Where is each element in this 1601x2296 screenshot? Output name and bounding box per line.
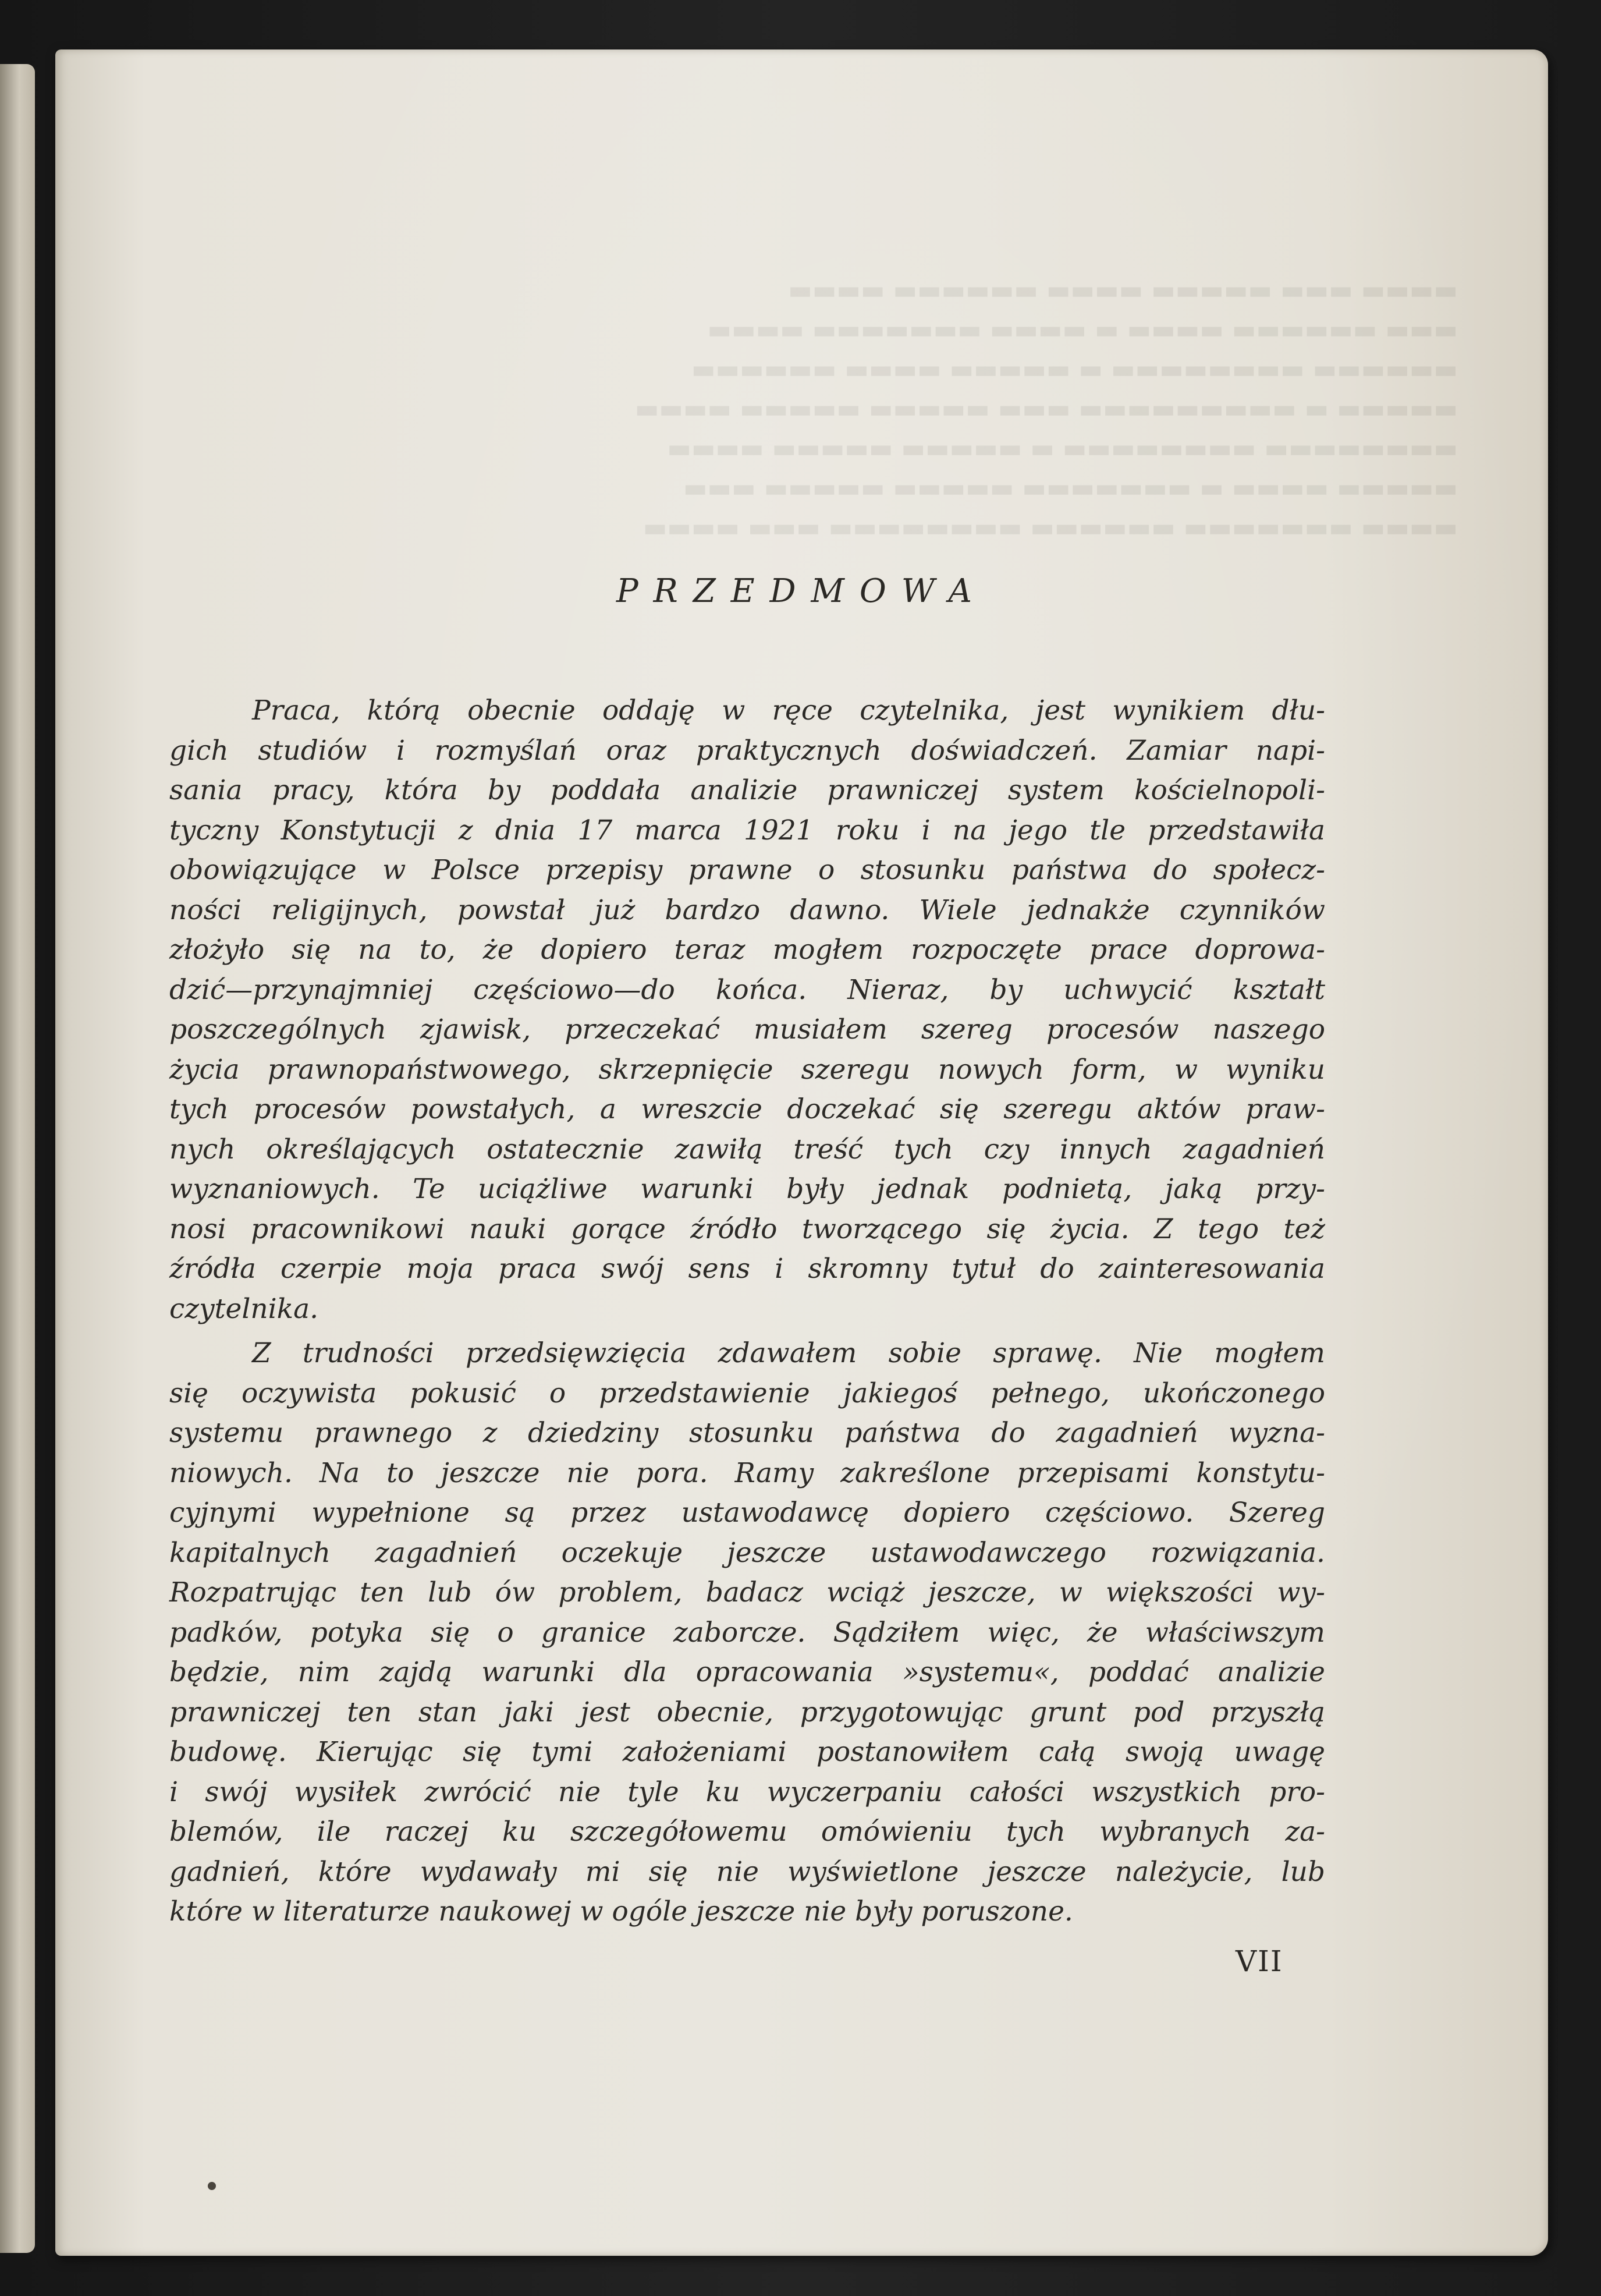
text-line: które w literaturze naukowej w ogóle jeszcze nie były poruszone. (169, 1895, 1073, 1927)
text-line: tyczny Konstytucji z dnia 17 marca 1921 roku i na jego tle przedstawiła (169, 814, 1325, 846)
bleed-through-texture: ▬▬▬▬ ▬▬▬ ▬▬▬▬▬ ▬▬▬▬ ▬▬▬▬▬▬ ▬▬▬▬ ▬▬▬ ▬▬▬▬▬▬ ▬▬▬▬ ▬ ▬▬▬▬ ▬▬▬▬▬▬▬ ▬▬▬▬ ▬▬▬▬▬▬ ▬▬▬▬▬▬▬▬ ▬ ▬▬▬▬▬ ▬▬▬▬ ▬▬▬▬▬▬ ▬▬▬▬▬ ▬ ▬▬▬▬▬▬▬▬▬ ▬▬▬ ▬▬▬▬▬ ▬▬▬▬▬ ▬▬▬▬ ▬▬▬▬▬▬▬▬ ▬▬▬▬▬▬▬▬ ▬ ▬▬▬▬▬ ▬▬▬▬▬ ▬▬▬▬ ▬▬▬▬▬ ▬▬▬▬ ▬ ▬▬▬▬▬▬▬ ▬▬▬▬▬ ▬▬▬▬▬ ▬▬▬ ▬▬▬▬ ▬▬▬▬▬▬▬ ▬▬▬▬▬▬ ▬▬▬▬▬▬▬▬ ▬▬▬ ▬▬▬▬ (634, 275, 1458, 543)
ink-speck (208, 2182, 216, 2190)
text-line: Praca, którą obecnie oddaję w ręce czytelnika, jest wynikiem dłu- (252, 695, 1325, 727)
text-line: Rozpatrując ten lub ów problem, badacz wciąż jeszcze, w większości wy- (169, 1576, 1325, 1608)
text-line: sania pracy, która by poddała analizie prawniczej system kościelnopoli- (169, 774, 1325, 806)
text-line: blemów, ile raczej ku szczegółowemu omówieniu tych wybranych za- (169, 1816, 1325, 1848)
text-line: prawniczej ten stan jaki jest obecnie, przygotowując grunt pod przyszłą (169, 1696, 1325, 1728)
paragraph-1 (169, 691, 1325, 1329)
text-line: złożyło się na to, że dopiero teraz mogłem rozpoczęte prace doprowa- (169, 934, 1325, 966)
text-line: gich studiów i rozmyślań oraz praktycznych doświadczeń. Zamiar napi- (169, 734, 1325, 767)
text-line: się oczywista pokusić o przedstawienie jakiegoś pełnego, ukończonego (169, 1377, 1325, 1409)
text-line: nosi pracownikowi nauki gorące źródło tworzącego się życia. Z tego też (169, 1213, 1325, 1245)
previous-page-edge (0, 64, 35, 2253)
text-line: źródła czerpie moja praca swój sens i skromny tytuł do zainteresowania (169, 1253, 1325, 1285)
text-line: i swój wysiłek zwrócić nie tyle ku wyczerpaniu całości wszystkich pro- (169, 1776, 1325, 1808)
preface-body (169, 691, 1325, 1932)
text-line: ności religijnych, powstał już bardzo dawno. Wiele jednakże czynników (169, 894, 1325, 926)
text-line: czytelnika. (169, 1292, 319, 1325)
text-line: będzie, nim zajdą warunki dla opracowania »systemu«, poddać analizie (169, 1656, 1325, 1688)
text-line: życia prawnopaństwowego, skrzepnięcie szeregu nowych form, w wyniku (169, 1053, 1325, 1086)
text-line: dzić—przynajmniej częściowo—do końca. Nieraz, by uchwycić kształt (169, 973, 1325, 1006)
book-page (55, 49, 1548, 2256)
text-line: tych procesów powstałych, a wreszcie doczekać się szeregu aktów praw- (169, 1093, 1325, 1125)
text-line: nych określających ostatecznie zawiłą treść tych czy innych zagadnień (169, 1133, 1325, 1165)
page-heading: PRZEDMOWA (616, 572, 987, 610)
text-line: kapitalnych zagadnień oczekuje jeszcze ustawodawczego rozwiązania. (169, 1536, 1325, 1569)
text-line: systemu prawnego z dziedziny stosunku państwa do zagadnień wyzna- (169, 1417, 1325, 1449)
page-number: VII (1236, 1944, 1283, 1978)
text-line: budowę. Kierując się tymi założeniami postanowiłem całą swoją uwagę (169, 1736, 1325, 1768)
text-line: gadnień, które wydawały mi się nie wyświetlone jeszcze należycie, lub (169, 1855, 1325, 1888)
text-line: wyznaniowych. Te uciążliwe warunki były jednak podnietą, jaką przy- (169, 1173, 1325, 1205)
paragraph-2 (169, 1334, 1325, 1932)
text-line: Z trudności przedsięwzięcia zdawałem sobie sprawę. Nie mogłem (252, 1337, 1325, 1369)
text-line: poszczególnych zjawisk, przeczekać musiałem szereg procesów naszego (169, 1014, 1325, 1046)
text-line: niowych. Na to jeszcze nie pora. Ramy zakreślone przepisami konstytu- (169, 1457, 1325, 1489)
text-line: obowiązujące w Polsce przepisy prawne o stosunku państwa do społecz- (169, 854, 1325, 886)
text-line: cyjnymi wypełnione są przez ustawodawcę dopiero częściowo. Szereg (169, 1497, 1325, 1529)
text-line: padków, potyka się o granice zaborcze. Sądziłem więc, że właściwszym (169, 1616, 1325, 1649)
